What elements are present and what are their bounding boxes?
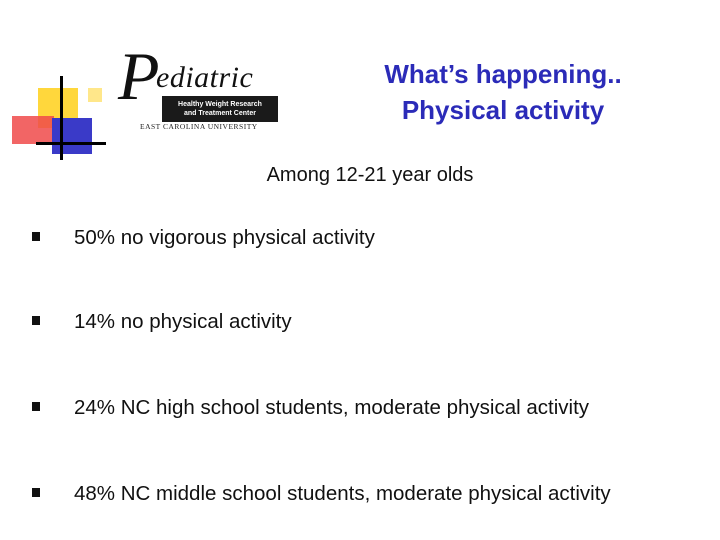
logo-word: ediatric — [156, 61, 254, 94]
slide-subtitle: Among 12-21 year olds — [266, 164, 474, 186]
bullet-square-icon — [32, 232, 40, 241]
bullet-square-icon — [32, 316, 40, 325]
decor-small-square — [88, 88, 102, 102]
decor-horizontal-line — [36, 142, 106, 145]
logo-tagline-box — [162, 96, 278, 122]
slide-title-line2: Physical activity — [401, 95, 605, 125]
bullet-item — [28, 224, 718, 254]
bullet-item — [28, 394, 718, 424]
bullet-text: 24% NC high school students, moderate physical activity — [74, 396, 590, 419]
bullet-item — [28, 480, 718, 510]
logo-university: EAST CAROLINA UNIVERSITY — [140, 122, 258, 131]
decor-vertical-line — [60, 76, 63, 160]
pediatric-logo — [110, 38, 286, 134]
bullet-text: 48% NC middle school students, moderate physical activity — [74, 482, 611, 505]
logo-letter: P — [118, 38, 160, 114]
bullet-text: 50% no vigorous physical activity — [74, 226, 375, 249]
bullet-square-icon — [32, 402, 40, 411]
decor-red-square — [12, 116, 54, 144]
logo-tagline-line2: and Treatment Center — [184, 110, 256, 117]
bullet-item — [28, 308, 718, 338]
logo-tagline-line1: Healthy Weight Research — [178, 101, 262, 108]
slide-title — [318, 56, 688, 128]
decor-blue-square — [52, 118, 92, 154]
bullet-square-icon — [32, 488, 40, 497]
slide-title-line1: What’s happening.. — [384, 59, 622, 89]
bullet-text: 14% no physical activity — [74, 310, 292, 333]
